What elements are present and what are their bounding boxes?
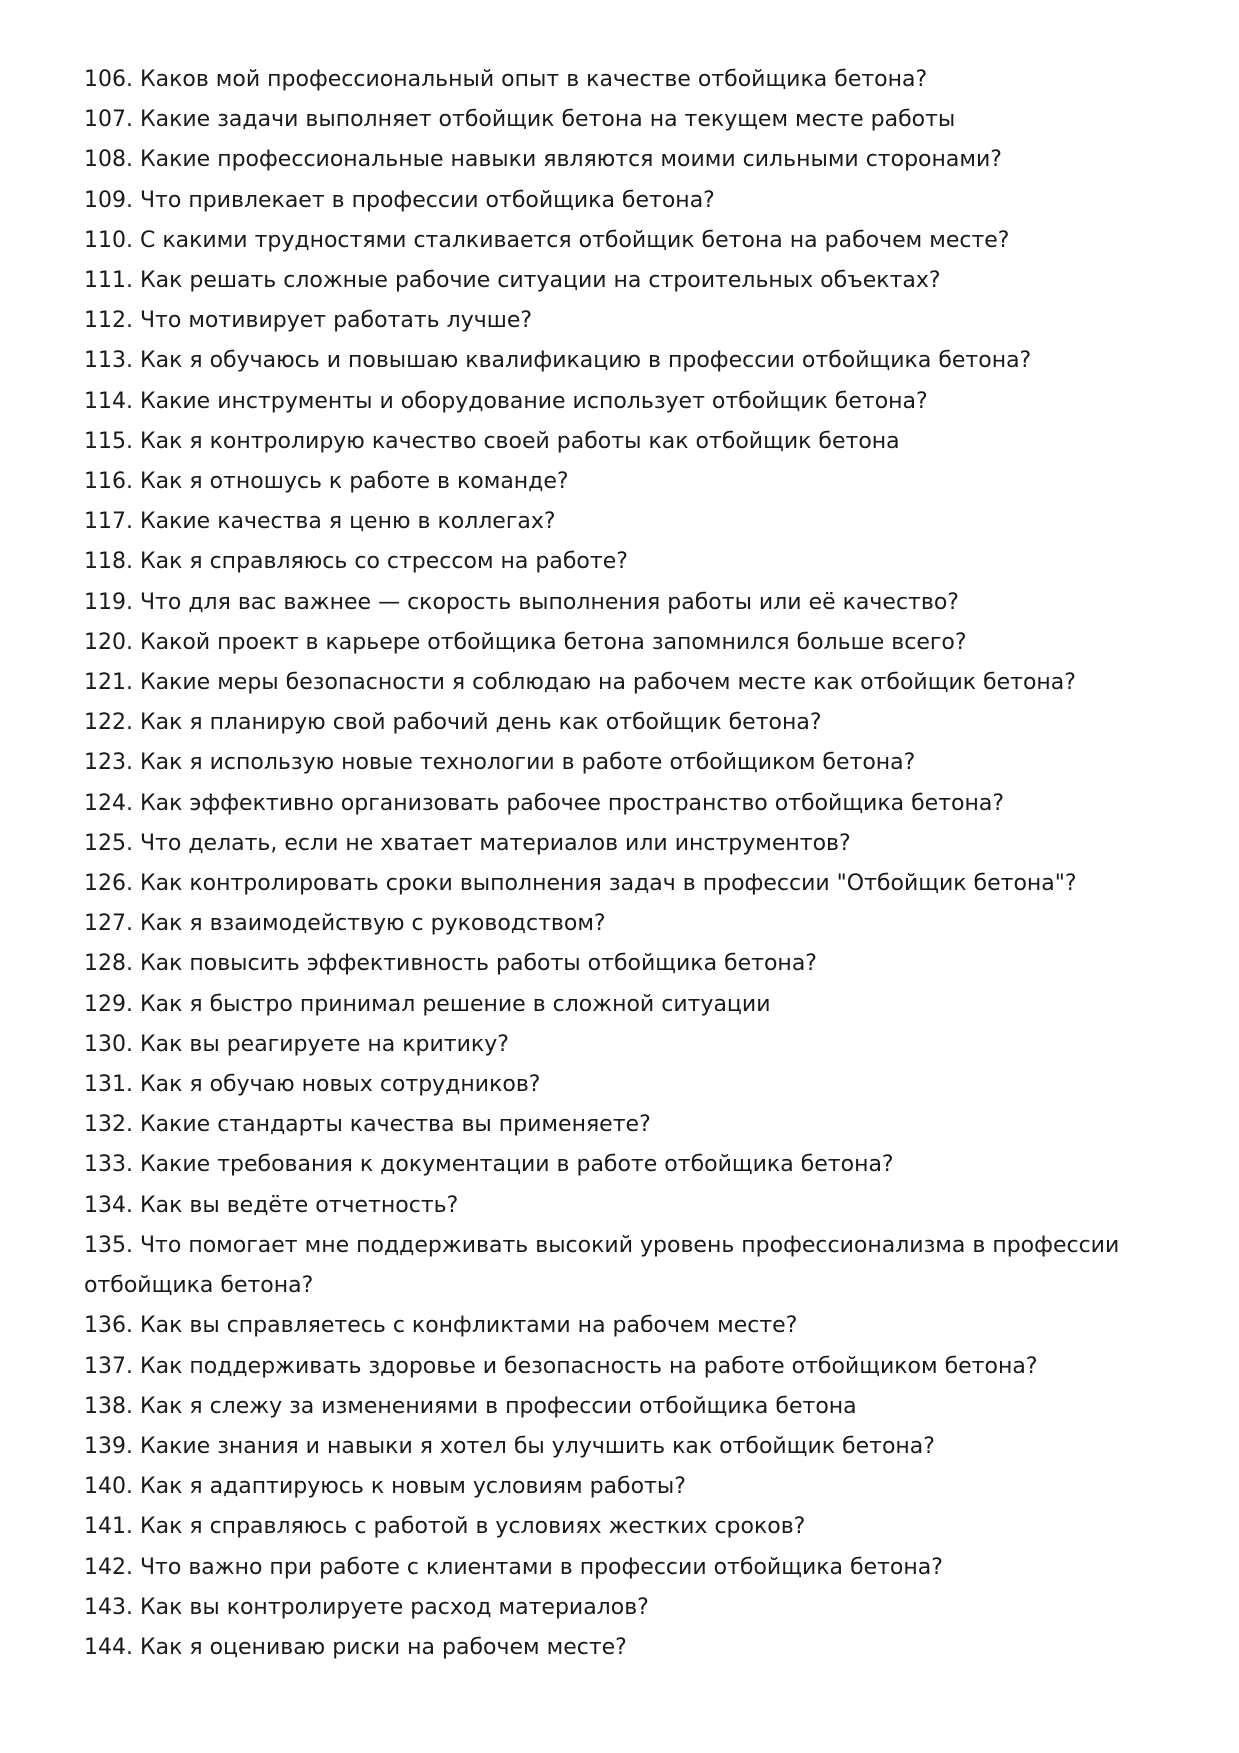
list-item: 138. Как я слежу за изменениями в профессии отбойщика бетона <box>84 1393 857 1419</box>
list-item: 107. Какие задачи выполняет отбойщик бетона на текущем месте работы <box>84 107 956 133</box>
document-page <box>84 60 1164 1668</box>
list-item: 123. Как я использую новые технологии в работе отбойщиком бетона? <box>84 750 916 776</box>
list-item: 114. Какие инструменты и оборудование использует отбойщик бетона? <box>84 388 928 414</box>
list-item: 111. Как решать сложные рабочие ситуации на строительных объектах? <box>84 268 941 294</box>
list-item: 129. Как я быстро принимал решение в сложной ситуации <box>84 991 771 1017</box>
list-item: 116. Как я отношусь к работе в команде? <box>84 469 569 495</box>
list-item: 137. Как поддерживать здоровье и безопасность на работе отбойщиком бетона? <box>84 1353 1038 1379</box>
list-item: 135. Что помогает мне поддерживать высокий уровень профессионализма в профессии отбойщика бетона? <box>84 1232 1120 1299</box>
list-item: 126. Как контролировать сроки выполнения задач в профессии "Отбойщик бетона"? <box>84 871 1077 897</box>
list-item: 140. Как я адаптируюсь к новым условиям работы? <box>84 1474 686 1500</box>
list-item: 142. Что важно при работе с клиентами в профессии отбойщика бетона? <box>84 1554 943 1580</box>
list-item: 124. Как эффективно организовать рабочее пространство отбойщика бетона? <box>84 790 1005 816</box>
list-item: 133. Какие требования к документации в работе отбойщика бетона? <box>84 1152 894 1178</box>
list-item: 134. Как вы ведёте отчетность? <box>84 1192 459 1218</box>
list-item: 143. Как вы контролируете расход материалов? <box>84 1594 649 1620</box>
list-item: 141. Как я справляюсь с работой в условиях жестких сроков? <box>84 1514 806 1540</box>
list-item: 112. Что мотивирует работать лучше? <box>84 308 533 334</box>
list-item: 132. Какие стандарты качества вы применяете? <box>84 1112 651 1138</box>
list-item: 144. Как я оцениваю риски на рабочем месте? <box>84 1634 627 1660</box>
list-item: 106. Каков мой профессиональный опыт в качестве отбойщика бетона? <box>84 67 928 92</box>
list-item: 121. Какие меры безопасности я соблюдаю на рабочем месте как отбойщик бетона? <box>84 670 1076 696</box>
list-item: 122. Как я планирую свой рабочий день как отбойщик бетона? <box>84 710 822 736</box>
list-item: 113. Как я обучаюсь и повышаю квалификацию в профессии отбойщика бетона? <box>84 348 1032 374</box>
list-item: 130. Как вы реагируете на критику? <box>84 1031 509 1057</box>
list-item: 115. Как я контролирую качество своей работы как отбойщик бетона <box>84 428 900 454</box>
list-item: 131. Как я обучаю новых сотрудников? <box>84 1072 541 1098</box>
list-item: 136. Как вы справляетесь с конфликтами на рабочем месте? <box>84 1313 798 1339</box>
list-item: 118. Как я справляюсь со стрессом на работе? <box>84 549 628 575</box>
list-item: 128. Как повысить эффективность работы отбойщика бетона? <box>84 951 817 977</box>
list-item: 109. Что привлекает в профессии отбойщика бетона? <box>84 187 715 213</box>
list-item: 127. Как я взаимодействую с руководством? <box>84 911 606 937</box>
list-item: 108. Какие профессиональные навыки являются моими сильными сторонами? <box>84 147 1002 173</box>
list-item: 117. Какие качества я ценю в коллегах? <box>84 509 556 535</box>
list-item: 110. С какими трудностями сталкивается отбойщик бетона на рабочем месте? <box>84 227 1010 253</box>
list-item: 120. Какой проект в карьере отбойщика бетона запомнился больше всего? <box>84 629 967 655</box>
list-item: 139. Какие знания и навыки я хотел бы улучшить как отбойщик бетона? <box>84 1433 935 1459</box>
question-list <box>84 60 1164 1668</box>
list-item: 119. Что для вас важнее — скорость выполнения работы или её качество? <box>84 589 959 615</box>
list-item: 125. Что делать, если не хватает материалов или инструментов? <box>84 830 851 856</box>
